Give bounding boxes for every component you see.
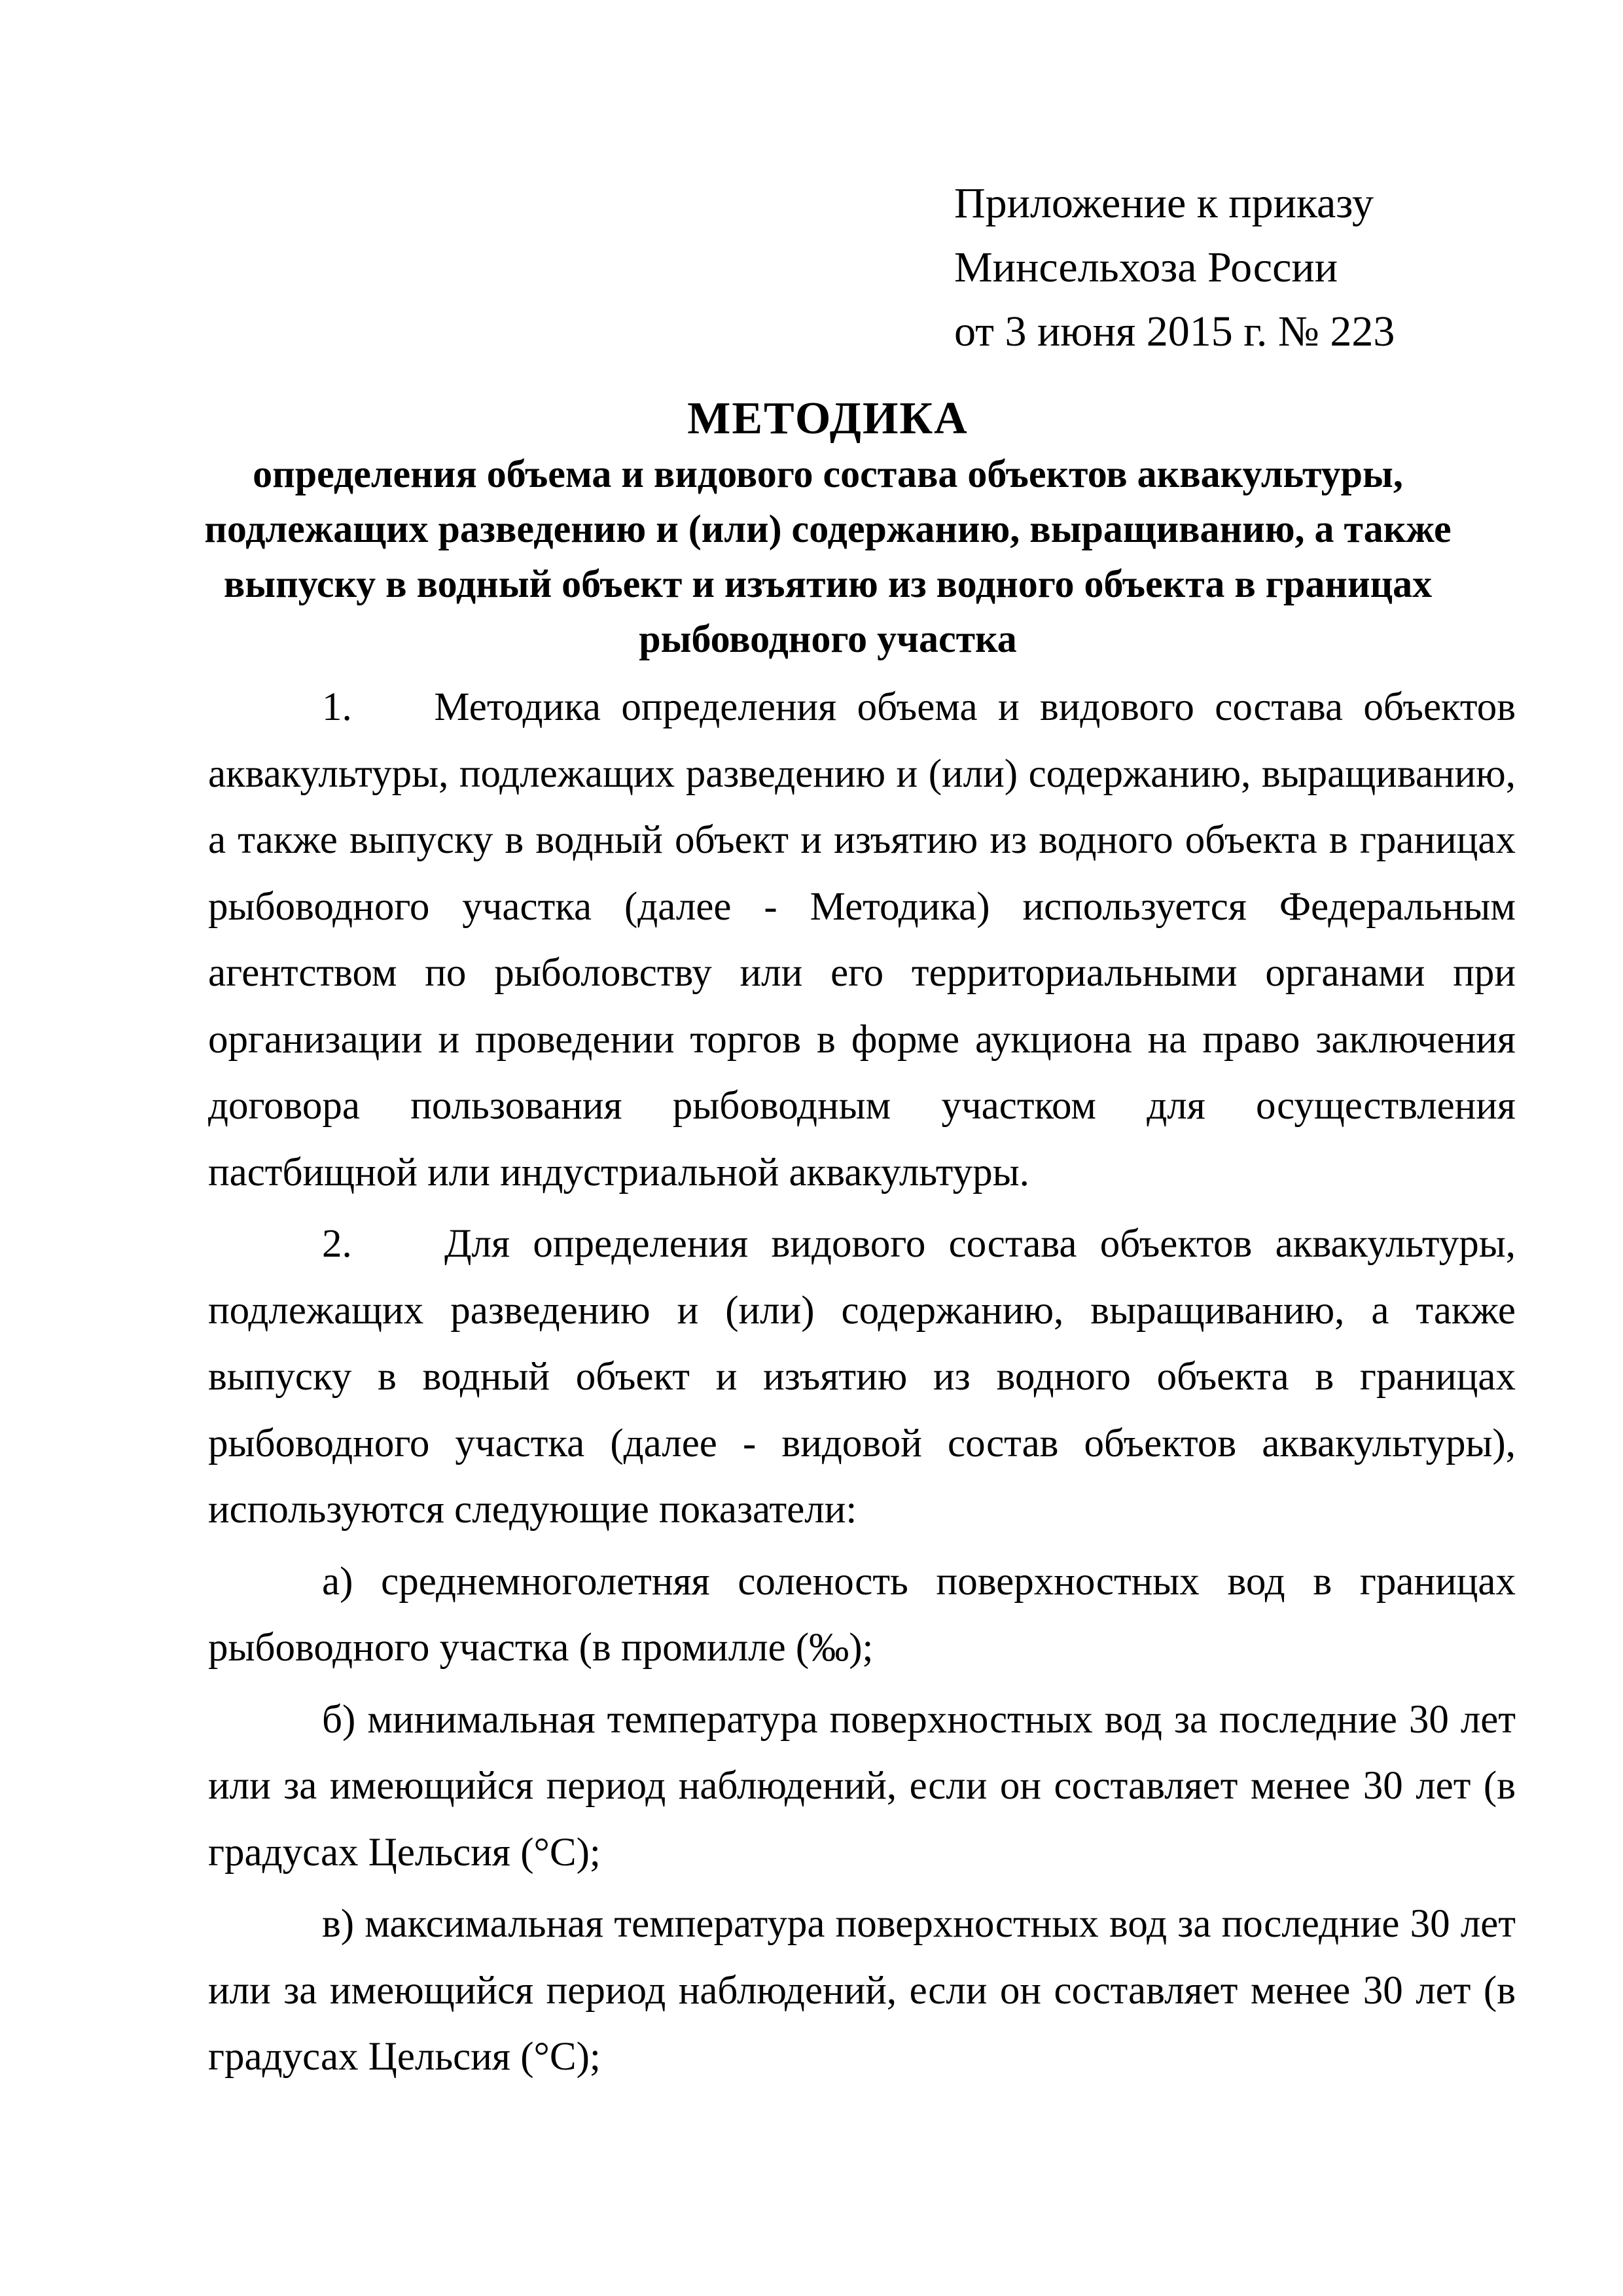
paragraph-1-number: 1. — [322, 685, 352, 729]
list-item-a-marker: а) — [322, 1559, 353, 1604]
list-item-c-text: максимальная температура поверхностных вод за последние 30 лет или за имеющийся период наблюдений, если он составляет менее 30 лет (в градусах Цельсия (°С); — [208, 1902, 1516, 2079]
list-item-a — [208, 1549, 1516, 1681]
paragraph-2-text: Для определения видового состава объектов аквакультуры, подлежащих разведению и (или) содержанию, выращиванию, а также выпуску в водный объект и изъятию из водного объекта в границах рыбоводного участка (далее - видовой состав объектов аквакультуры), используются следующие показатели: — [208, 1222, 1516, 1532]
approval-line-2: Минсельхоза России — [954, 243, 1338, 291]
approval-line-3: от 3 июня 2015 г. № 223 — [954, 308, 1395, 355]
approval-stamp — [954, 171, 1395, 364]
list-item-a-text: среднемноголетняя соленость поверхностных вод в границах рыбоводного участка (в промилле (‰); — [208, 1559, 1516, 1670]
list-item-b — [208, 1687, 1516, 1886]
document-heading — [196, 391, 1459, 666]
paragraph-1-text: Методика определения объема и видового состава объектов аквакультуры, подлежащих разведению и (или) содержанию, выращиванию, а также выпуску в водный объект и изъятию из водного объекта в границах рыбоводного участка (далее - Методика) используется Федеральным агентством по рыболовству или его территориальными органами при организации и проведении торгов в форме аукциона на право заключения договора пользования рыбоводным участком для осуществления пастбищной или индустриальной аквакультуры. — [208, 685, 1516, 1194]
document-subtitle: определения объема и видового состава объектов аквакультуры, подлежащих разведению и (или) содержанию, выращиванию, а также выпуску в водный объект и изъятию из водного объекта в границах рыбоводного участка — [204, 452, 1452, 660]
list-item-b-marker: б) — [322, 1697, 356, 1742]
list-item-b-text: минимальная температура поверхностных вод за последние 30 лет или за имеющийся период наблюдений, если он составляет менее 30 лет (в градусах Цельсия (°С); — [208, 1697, 1516, 1874]
list-item-c-marker: в) — [322, 1902, 355, 1946]
list-item-c — [208, 1891, 1516, 2090]
document-title: МЕТОДИКА — [687, 393, 969, 444]
paragraph-1 — [208, 674, 1516, 1206]
approval-line-1: Приложение к приказу — [954, 179, 1374, 227]
document-body — [208, 674, 1516, 2090]
paragraph-2 — [208, 1211, 1516, 1543]
paragraph-2-number: 2. — [322, 1222, 352, 1266]
